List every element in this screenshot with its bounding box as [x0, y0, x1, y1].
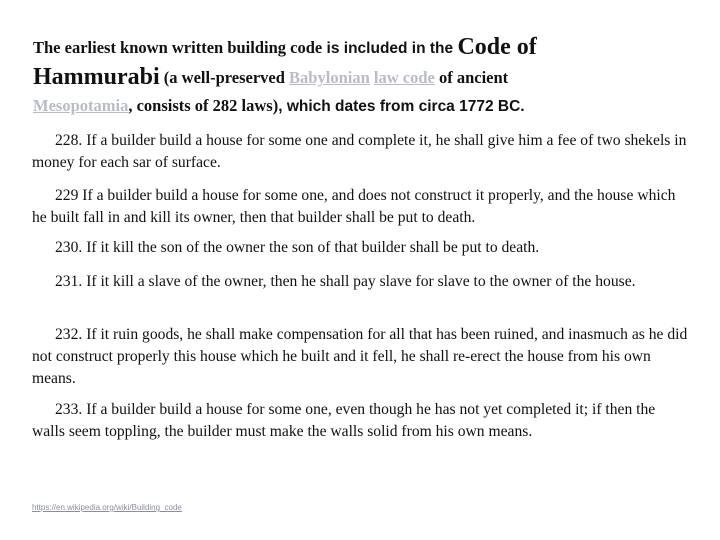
intro-line-1	[33, 34, 537, 62]
intro-line-3	[33, 93, 525, 120]
hammurabi-text: Hammurabi	[33, 64, 160, 90]
law-229: 229 If a builder build a house for some one, and does not construct it properly, and the house which he built fall in and kill its owner, then that builder shall be put to death.	[32, 187, 676, 226]
intro-heading-text: The earliest known written building code	[33, 38, 323, 57]
intro-text: is included in the	[322, 40, 458, 57]
code-of-text: Code of	[457, 34, 537, 60]
intro-date-text: , which dates from circa 1772 BC.	[278, 98, 525, 115]
law-233: 233. If a builder build a house for some one, even though he has not yet completed it; if then the walls seem toppling, the builder must make the walls solid from his own means.	[32, 401, 656, 440]
mesopotamia-link[interactable]: Mesopotamia	[33, 96, 129, 115]
babylonian-link[interactable]: Babylonian	[289, 68, 370, 87]
intro-text: (a well-preserved	[159, 68, 290, 87]
law-230: 230. If it kill the son of the owner the son of that builder shall be put to death.	[55, 239, 540, 256]
law-228: 228. If a builder build a house for some one and complete it, he shall give him a fee of two shekels in money for each sar of surface.	[32, 132, 687, 171]
intro-text: of ancient	[434, 68, 509, 87]
source-link[interactable]: https://en.wikipedia.org/wiki/Building_code	[32, 503, 182, 512]
law-232: 232. If it ruin goods, he shall make compensation for all that has been ruined, and inasmuch as he did not construct properly this house which he built and it fell, he shall re-erect the house from his own means.	[32, 326, 688, 387]
law-code-link[interactable]: law code	[373, 68, 435, 87]
intro-text: , consists of 282 laws)	[128, 96, 279, 115]
law-231: 231. If it kill a slave of the owner, then he shall pay slave for slave to the owner of the house.	[55, 273, 636, 290]
intro-line-2	[33, 64, 508, 91]
